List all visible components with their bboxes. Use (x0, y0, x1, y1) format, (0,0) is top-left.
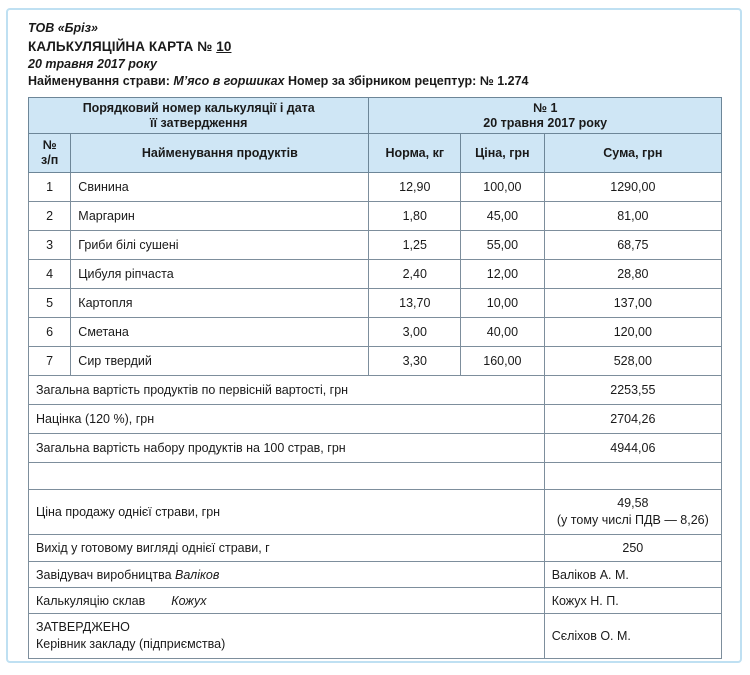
selling-price-value-cell (544, 490, 721, 535)
cell-sum: 1290,00 (544, 173, 721, 202)
approval-role-cell (29, 614, 545, 659)
selling-price-row (29, 490, 722, 535)
recipe-label: Номер за збірником рецептур: (287, 74, 477, 88)
total-label: Загальна вартість набору продуктів на 100 страв, грн (29, 434, 545, 463)
approval-word: ЗАТВЕРДЖЕНО (36, 620, 130, 634)
spacer-row (29, 463, 722, 490)
dish-line (28, 73, 722, 90)
cell-norm: 1,80 (369, 202, 461, 231)
group-header-left-line1: Порядковий номер калькуляції і дата (82, 100, 315, 115)
dish-label: Найменування страви: (28, 74, 170, 88)
column-header-num-line2: з/п (41, 153, 59, 167)
table-row (29, 231, 722, 260)
cell-num: 4 (29, 260, 71, 289)
cell-name: Свинина (71, 173, 369, 202)
table-row (29, 260, 722, 289)
table-column-header-row (29, 134, 722, 173)
output-value: 250 (544, 535, 721, 562)
table-row (29, 347, 722, 376)
table-row (29, 202, 722, 231)
cell-sum: 81,00 (544, 202, 721, 231)
document-date: 20 травня 2017 року (28, 57, 158, 71)
group-header-left (29, 98, 369, 134)
signature-row (29, 562, 722, 588)
cell-price: 100,00 (461, 173, 545, 202)
document-body (28, 20, 722, 659)
signature-row (29, 588, 722, 614)
signature-name: Валіков А. М. (544, 562, 721, 588)
signature-name: Кожух Н. П. (544, 588, 721, 614)
group-header-right (369, 98, 722, 134)
signature-role-cell (29, 562, 545, 588)
page-title (28, 37, 722, 56)
spacer-left (29, 463, 545, 490)
column-header-sum: Сума, грн (544, 134, 721, 173)
total-label: Націнка (120 %), грн (29, 405, 545, 434)
cell-sum: 68,75 (544, 231, 721, 260)
cell-sum: 528,00 (544, 347, 721, 376)
group-header-left-line2: її затвердження (150, 115, 248, 130)
total-row (29, 405, 722, 434)
approval-role: Керівник закладу (підприємства) (36, 637, 226, 651)
cell-name: Цибуля ріпчаста (71, 260, 369, 289)
column-header-num (29, 134, 71, 173)
cell-num: 6 (29, 318, 71, 347)
column-header-norm: Норма, кг (369, 134, 461, 173)
selling-price-value: 49,58 (617, 496, 649, 510)
total-value: 4944,06 (544, 434, 721, 463)
cell-norm: 2,40 (369, 260, 461, 289)
total-value: 2253,55 (544, 376, 721, 405)
column-header-name: Найменування продуктів (71, 134, 369, 173)
table-row (29, 289, 722, 318)
cell-price: 45,00 (461, 202, 545, 231)
cell-name: Сир твердий (71, 347, 369, 376)
cell-price: 40,00 (461, 318, 545, 347)
column-header-num-line1: № (42, 138, 57, 152)
cell-price: 12,00 (461, 260, 545, 289)
signature-handwritten: Кожух (171, 593, 207, 608)
cell-norm: 12,90 (369, 173, 461, 202)
table-row (29, 318, 722, 347)
selling-price-label: Ціна продажу однієї страви, грн (29, 490, 545, 535)
cell-num: 1 (29, 173, 71, 202)
cell-price: 160,00 (461, 347, 545, 376)
column-header-price: Ціна, грн (461, 134, 545, 173)
dish-name: М’ясо в горшиках (173, 74, 285, 88)
cell-norm: 13,70 (369, 289, 461, 318)
signature-role: Калькуляцію склав (36, 593, 146, 608)
company-name: ТОВ «Бріз» (28, 21, 98, 35)
signature-role: Завідувач виробництва (36, 567, 172, 582)
vat-note: (у тому числі ПДВ — 8,26) (556, 513, 709, 527)
cell-num: 3 (29, 231, 71, 260)
cell-name: Маргарин (71, 202, 369, 231)
table-group-header-row (29, 98, 722, 134)
cell-name: Картопля (71, 289, 369, 318)
page-title-prefix: КАЛЬКУЛЯЦІЙНА КАРТА № (28, 39, 217, 54)
output-row (29, 535, 722, 562)
cell-num: 5 (29, 289, 71, 318)
signature-role-cell (29, 588, 545, 614)
spacer-right (544, 463, 721, 490)
calculation-table (28, 97, 722, 659)
approval-name: Сєліхов О. М. (544, 614, 721, 659)
page-title-number: 10 (216, 39, 232, 54)
document-frame (6, 8, 742, 663)
group-header-right-line2: 20 травня 2017 року (483, 115, 608, 130)
cell-price: 10,00 (461, 289, 545, 318)
cell-sum: 28,80 (544, 260, 721, 289)
cell-sum: 137,00 (544, 289, 721, 318)
cell-norm: 3,30 (369, 347, 461, 376)
total-value: 2704,26 (544, 405, 721, 434)
cell-name: Сметана (71, 318, 369, 347)
output-label: Вихід у готовому вигляді однієї страви, г (29, 535, 545, 562)
cell-name: Гриби білі сушені (71, 231, 369, 260)
group-header-right-line1: № 1 (533, 100, 558, 115)
total-row (29, 434, 722, 463)
cell-num: 7 (29, 347, 71, 376)
cell-norm: 3,00 (369, 318, 461, 347)
table-row (29, 173, 722, 202)
cell-price: 55,00 (461, 231, 545, 260)
cell-sum: 120,00 (544, 318, 721, 347)
total-label: Загальна вартість продуктів по первісній вартості, грн (29, 376, 545, 405)
total-row (29, 376, 722, 405)
recipe-number: № 1.274 (479, 74, 529, 88)
cell-norm: 1,25 (369, 231, 461, 260)
approval-row (29, 614, 722, 659)
signature-handwritten: Валіков (175, 567, 220, 582)
cell-num: 2 (29, 202, 71, 231)
